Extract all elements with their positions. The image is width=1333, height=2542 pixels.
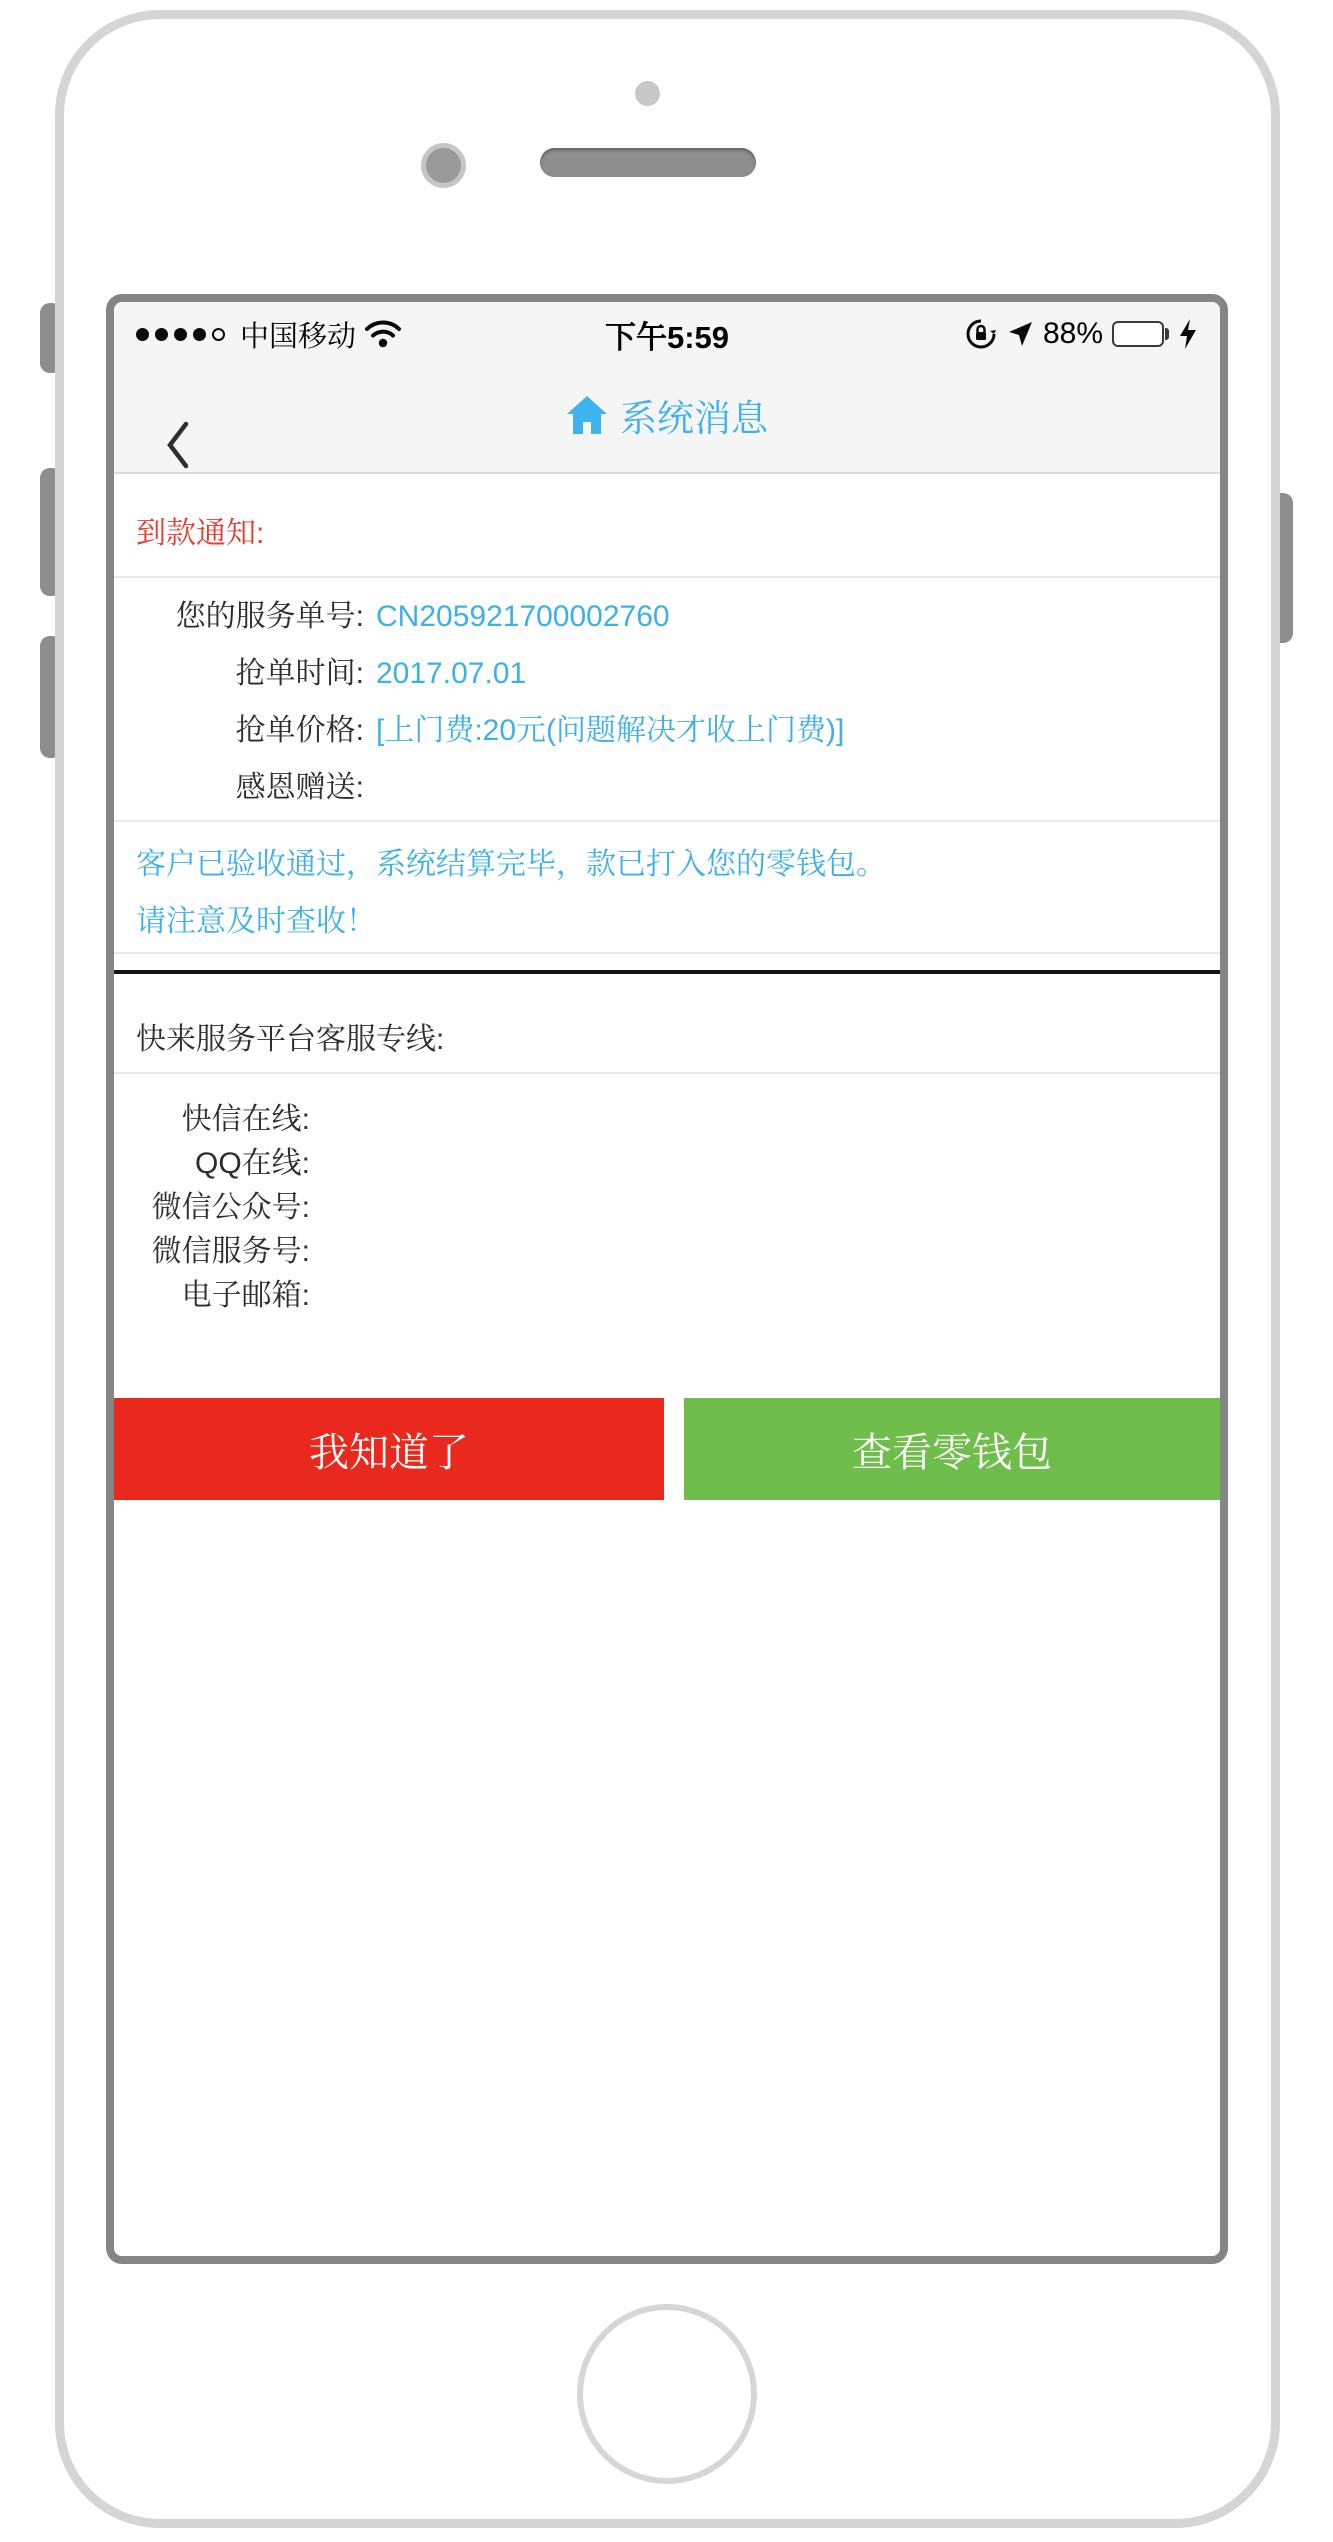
back-button[interactable]: [158, 420, 198, 470]
order-price-value: [上门费:20元(问题解决才收上门费)]: [376, 714, 845, 747]
confirm-button[interactable]: 我知道了: [114, 1398, 664, 1500]
top-bar: [114, 302, 1220, 474]
order-number-value: CN205921700002760: [376, 600, 670, 633]
contact-row: [114, 1186, 1220, 1230]
notice-title: 到款通知:: [114, 474, 1220, 578]
location-arrow-icon: [1006, 320, 1034, 348]
contact-row: [114, 1098, 1220, 1142]
action-buttons: [114, 1398, 1220, 1500]
home-button[interactable]: [577, 2304, 757, 2484]
detail-label: 感恩赠送:: [235, 771, 364, 804]
detail-label: 您的服务单号:: [175, 600, 364, 633]
front-camera: [421, 143, 466, 188]
contact-row: [114, 1274, 1220, 1318]
wifi-icon: [365, 320, 401, 348]
contact-list: [114, 1074, 1220, 1318]
contact-label: 微信服务号:: [151, 1235, 310, 1268]
carrier-label: 中国移动: [240, 320, 357, 353]
orientation-lock-icon: [965, 318, 997, 350]
signal-dot: [155, 328, 168, 341]
charging-bolt-icon: [1178, 318, 1198, 350]
detail-row: [114, 588, 1220, 645]
view-wallet-button[interactable]: 查看零钱包: [684, 1398, 1220, 1500]
detail-label: 抢单价格:: [235, 714, 364, 747]
status-right: [965, 317, 1198, 351]
detail-row: [114, 645, 1220, 702]
contact-label: 微信公众号:: [151, 1191, 310, 1224]
detail-row: [114, 702, 1220, 759]
phone-screen: [106, 294, 1228, 2264]
contact-row: [114, 1230, 1220, 1274]
contact-label: 快信在线:: [181, 1103, 310, 1136]
signal-dot: [193, 328, 206, 341]
detail-row: [114, 759, 1220, 816]
cell-signal-dots: [136, 328, 225, 341]
settlement-message: [114, 822, 1220, 954]
signal-dot: [174, 328, 187, 341]
page-title-text: 系统消息: [620, 398, 768, 439]
message-line: 请注意及时查收！: [136, 905, 376, 938]
home-icon[interactable]: [566, 395, 608, 435]
order-details: [114, 578, 1220, 822]
clock: 下午5:59: [604, 319, 730, 355]
contact-row: [114, 1142, 1220, 1186]
status-left: [136, 314, 401, 355]
battery-percent: 88%: [1042, 317, 1103, 350]
detail-label: 抢单时间:: [235, 657, 364, 690]
status-bar: [136, 310, 1198, 358]
earpiece-speaker: [540, 148, 756, 177]
battery-icon: [1112, 321, 1169, 347]
service-hotline-title: 快来服务平台客服专线:: [114, 974, 1220, 1074]
contact-label: QQ在线:: [194, 1147, 310, 1180]
page-title: [114, 388, 1220, 442]
order-date-value: 2017.07.01: [376, 657, 527, 690]
message-line: 客户已验收通过，系统结算完毕，款已打入您的零钱包。: [136, 848, 886, 881]
message-body: [114, 474, 1220, 2256]
proximity-sensor: [635, 81, 660, 106]
signal-dot-empty: [212, 328, 225, 341]
contact-label: 电子邮箱:: [181, 1279, 310, 1312]
signal-dot: [136, 328, 149, 341]
